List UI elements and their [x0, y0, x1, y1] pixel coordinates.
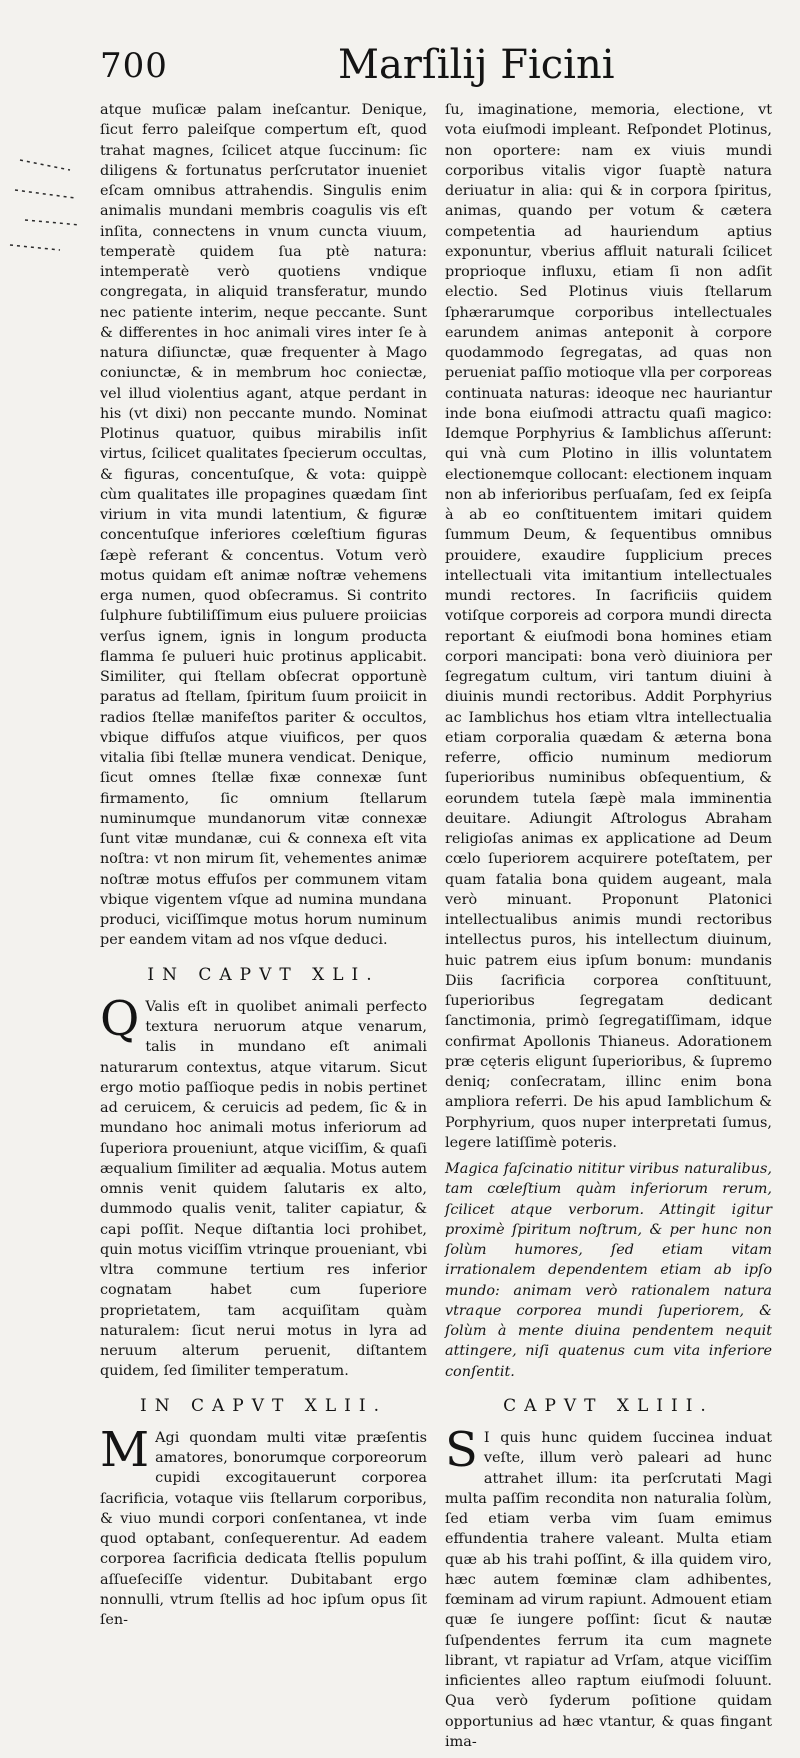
drop-capital: Q	[100, 990, 140, 1047]
chapter-heading: IN CAPVT XLII.	[140, 1395, 387, 1416]
paragraph-text: Valis eſt in quolibet animali perfecto textura neruorum atque venarum, talis in mundano eſt animali naturarum contextus, atque vitarum. Sicut ergo motio paſſioque pedis in nobis pertinet ad ceruicem, & ceruicis ad pedem, ſic & in mundano hoc animali motus inferiorum ad ſuperiora proueniunt, atque viciſſim, & quaſi æqualium ſimiliter ad æqualia. Motus autem omnis venit quidem ſalutaris ex alto, dummodo qualis venit, taliter capiatur, & capi poſſit. Neque diſtantia loci prohibet, quin motus viciſſim vtrinque proueniant, vbi vltra commune tertium res inferior cognatam habet cum ſuperiore proprietatem, tam acquiſitam quàm naturalem: ſicut nerui motus in lyra ad neruum alterum peruenit, diſtantem quidem, ſed ſimiliter temperatum.	[100, 998, 427, 1380]
text-columns	[100, 100, 772, 1758]
paragraph	[445, 1422, 772, 1752]
drop-capital: S	[445, 1422, 478, 1478]
paragraph	[100, 990, 427, 1382]
running-title: Marſilij Ficini	[338, 42, 615, 88]
paragraph: atque muſicæ palam ineſcantur. Denique, ſicut ferro paleiſque compertum eſt, quod trahat magnes, ſcilicet atque ſuccinum: ſic diligens & fortunatus perſcrutator inueniet eſcam omnibus attrahendis. Singulis enim animalis mundani membris coagulis vis eſt inſita, connectens in vnum cuncta viuum, temperatè quidem ſua ptè natura: intemperatè verò quotiens vndique congregata, in aliquid transferatur, mundo nec patiente interim, neque peccante. Sunt & differentes in hoc animali vires inter ſe à natura diſiunctæ, quæ frequenter à Mago coniunctæ, & in membrum hoc coniectæ, vel illud violentius agant, atque perdant in his (vt dixi) non peccante mundo. Nominat Plotinus quatuor, quibus mirabilis inſit virtus, ſcilicet qualitates ſpecierum occultas, & figuras, concentuſque, & vota: quippè cùm qualitates ille propagines quædam ſint virium in vita mundi latentium, & figuræ concentuſque inferiores cœleſtium figuras ſæpè referant & concentus. Votum verò motus quidam eſt animæ noſtræ vehemens erga numen, quod obſecramus. Si contrito ſulphure ſubtiliſſimum eius puluere proiicias verſus ignem, ignis in longum producta flamma ſe pulueri huic protinus applicabit. Similiter, qui ſtellam obſecrat opportunè paratus ad ſtellam, ſpiritum ſuum proiicit in radios ſtellæ manifeſtos pariter & occultos, vbique diffuſos atque viuificos, per quos vitalia ſibi ſtellæ munera vendicat. Denique, ſicut omnes ſtellæ fixæ connexæ ſunt firmamento, ſic omnium ſtellarum numinumque mundanorum vitæ connexæ ſunt vitæ mundanæ, cui & connexa eſt vita noſtra: vt non mirum ſit, vehementes animæ noſtræ motus effuſos per communem vitam vbique vigentem vſque ad numina mundana produci, viciſſimque motus horum numinum per eandem vitam ad nos vſque deduci.	[100, 102, 427, 949]
paragraph-text: I quis hunc quidem ſuccinea induat veſte, illum verò paleari ad hunc attrahet illum: ita perſcrutati Magi multa paſſim recondita non naturalia ſolùm, ſed etiam verba vim ſuam emimus effundentia trahere valeant. Multa etiam quæ ab his trahi poſſint, & illa quidem viro, hæc autem fœminæ clam adhibentes, fœminam ad virum rapiunt. Admouent etiam quæ ſe iungere poſſint: ſicut & nautæ ſuſpendentes ferrum ita cum magnete librant, vt rapiatur ad Vrſam, atque viciſſim inficientes alleo raptum eiuſmodi ſoluunt. Qua verò ſyderum poſitione quidam opportunius ad hæc vtantur, & quas fingant ima-	[445, 1430, 772, 1750]
left-column	[100, 100, 427, 1758]
right-column	[445, 100, 772, 1758]
chapter-heading: IN CAPVT XLI.	[147, 964, 380, 985]
paragraph	[100, 1421, 427, 1631]
drop-capital: M	[100, 1421, 150, 1478]
paragraph-text: Agi quondam multi vitæ præſentis amatores, bonorumque corporeorum cupidi excogitauerunt corporea ſacrificia, votaque viis ſtellarum corporibus, & viuo mundi corpori conſentanea, vt inde quod optabant, conſequerentur. Ad eadem corporea ſacrificia dedicata ſtellis populum aſſueſeciſſe videntur. Dubitabant ergo nonnulli, vtrum ſtellis ad hoc ipſum opus ſit ſen-	[100, 1429, 427, 1628]
page-number: 700	[100, 46, 168, 86]
margin-ink-marks	[0, 150, 110, 270]
paragraph: ſu, imaginatione, memoria, electione, vt vota eiuſmodi impleant. Reſpondet Plotinus, non oportere: nam ex viuis mundi corporibus vitalis vigor ſuaptè natura deriuatur in alia: qui & in corpora ſpiritus, animas, quando per votum & cætera competentia ad hauriendum aptius exponuntur, vberius affluit naturali ſcilicet proprioque influxu, etiam ſi non adſit electio. Sed Plotinus viuis ſtellarum ſphærarumque corporibus intellectuales earundem animas anteponit à corpore quodammodo ſegregatas, ad quas non perueniat paſſio motioque vlla per corporeas continuata naturas: ideoque nec hauriantur inde bona eiuſmodi attractu quaſi magico: Idemque Porphyrius & Iamblichus aſſerunt: qui vnà cum Plotino in illis voluntatem electionemque collocant: electionem inquam non ab inferioribus perſuaſam, ſed ex ſeipſa à ab eo conſtituentem imitari quidem ſummum Deum, & ſequentibus omnibus prouidere, exaudire ſupplicium preces intellectuali vita imitantium intellectuales mundi rectores. In ſacrificiis quidem votiſque corporeis ad corpora mundi directa reportant & eiuſmodi bona homines etiam corpori mancipati: bona verò diuiniora per ſegregatum cultum, viri tantum diuini à diuinis mundi rectoribus. Addit Porphyrius ac Iamblichus hos etiam vltra intellectualia etiam corporalia quædam & æterna bona referre, officio numinum mediorum ſuperioribus numinibus obſequentium, & eorundem tutela ſæpè mala imminentia deuitare. Adiungit Aſtrologus Abraham religioſas animas ex applicatione ad Deum cœlo ſuperiorem acquirere poteſtatem, per quam fatalia bona quidem augeant, mala verò minuant. Proponunt Platonici intellectualibus animis mundi rectoribus intellectus puros, his intellectum diuinum, huic patrem eius ipſum bonum: mundanis Diis ſacrificia corporea conſtituunt, ſuperioribus ſegregatam dedicant ſanctimonia, primò ſegregatiſſimam, idque confirmat Apollonis Thianeus. Adorationem præ cęteris eligunt ſuperioribus, & ſupremo deniq; conſecratam, illinc enim bona ampliora referri. De his apud Iamblichum & Porphyrium, quos nuper interpretati ſumus, legere latiſſimè poteris.	[445, 102, 772, 1151]
page-header	[100, 40, 772, 100]
chapter-heading: CAPVT XLIII.	[503, 1395, 714, 1416]
argument-summary: Magica faſcinatio nititur viribus naturalibus, tam cœleſtium quàm inferiorum rerum, ſcilicet atque verborum. Attingit igitur proximè ſpiritum noſtrum, & per hunc non ſolùm humores, ſed etiam vitam irrationalem dependentem etiam ab ipſo mundo: animam verò rationalem natura vtraque corporea mundi ſuperiorem, & ſolùm à mente diuina pendentem nequit attingere, niſi quatenus cum vita inferiore conſentit.	[445, 1161, 772, 1380]
